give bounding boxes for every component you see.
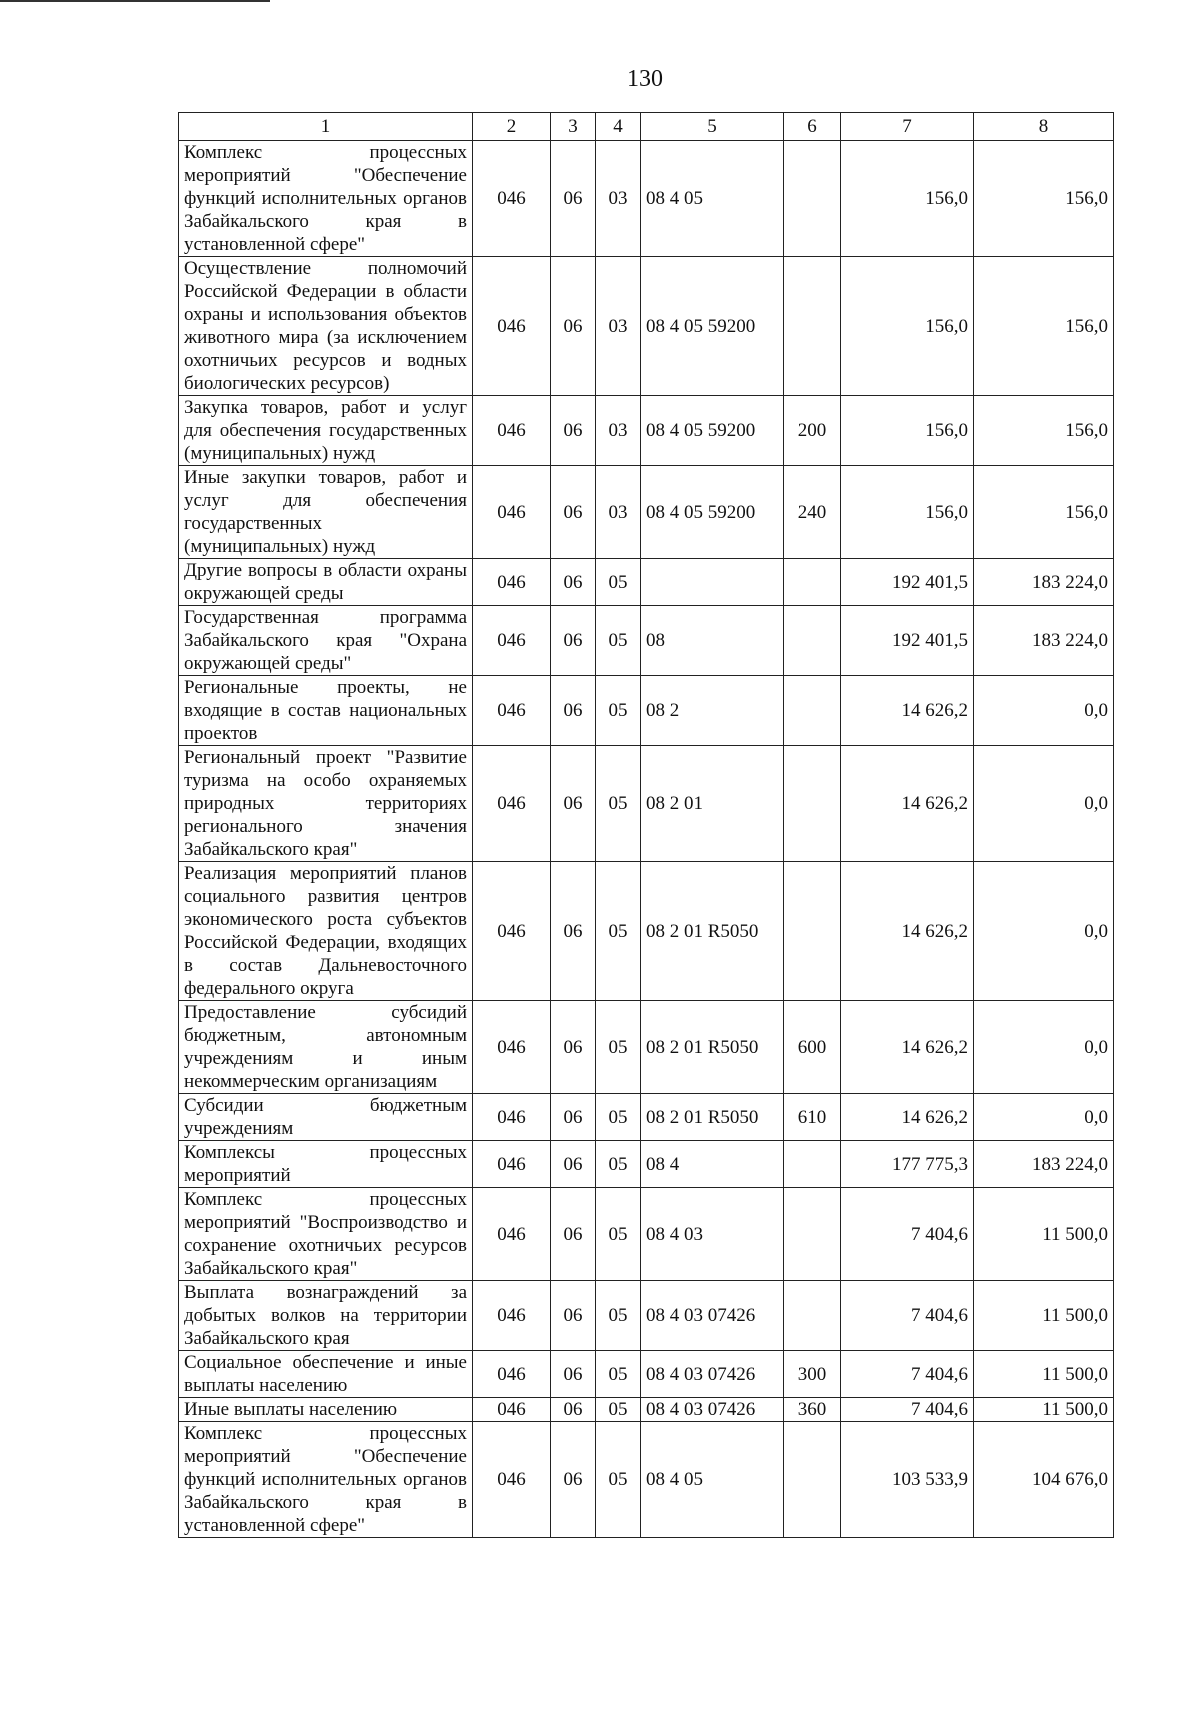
col-2-cell: 046 bbox=[473, 1281, 551, 1351]
row-name: Предоставление субсидий бюджетным, автономным учреждениям и иным некоммерческим организациям bbox=[179, 1001, 473, 1094]
col-6-cell: 200 bbox=[784, 396, 841, 466]
col-2-cell: 046 bbox=[473, 1188, 551, 1281]
col-4-cell: 05 bbox=[596, 559, 641, 606]
col-7-cell: 177 775,3 bbox=[841, 1141, 974, 1188]
col-4-cell: 05 bbox=[596, 1281, 641, 1351]
header-row bbox=[179, 113, 1114, 141]
col-4-cell: 05 bbox=[596, 676, 641, 746]
col-8-cell: 183 224,0 bbox=[974, 606, 1114, 676]
table-row bbox=[179, 746, 1114, 862]
col-7-cell: 156,0 bbox=[841, 466, 974, 559]
col-4-cell: 05 bbox=[596, 1422, 641, 1538]
header-cell-2: 2 bbox=[473, 113, 551, 141]
col-7-cell: 103 533,9 bbox=[841, 1422, 974, 1538]
col-7-cell: 14 626,2 bbox=[841, 1001, 974, 1094]
col-7-cell: 156,0 bbox=[841, 141, 974, 257]
col-7-cell: 14 626,2 bbox=[841, 862, 974, 1001]
col-3-cell: 06 bbox=[551, 559, 596, 606]
col-7-cell: 14 626,2 bbox=[841, 1094, 974, 1141]
col-6-cell bbox=[784, 606, 841, 676]
scan-edge-line bbox=[0, 0, 270, 2]
col-4-cell: 05 bbox=[596, 1188, 641, 1281]
col-8-cell: 11 500,0 bbox=[974, 1351, 1114, 1398]
col-5-cell: 08 2 01 R5050 bbox=[641, 862, 784, 1001]
table-row bbox=[179, 1188, 1114, 1281]
col-4-cell: 05 bbox=[596, 1001, 641, 1094]
col-3-cell: 06 bbox=[551, 1001, 596, 1094]
header-cell-1: 1 bbox=[179, 113, 473, 141]
col-3-cell: 06 bbox=[551, 1188, 596, 1281]
col-8-cell: 156,0 bbox=[974, 141, 1114, 257]
col-7-cell: 192 401,5 bbox=[841, 606, 974, 676]
col-5-cell: 08 4 bbox=[641, 1141, 784, 1188]
col-8-cell: 183 224,0 bbox=[974, 1141, 1114, 1188]
col-2-cell: 046 bbox=[473, 559, 551, 606]
row-name: Иные закупки товаров, работ и услуг для обеспечения государственных (муниципальных) нужд bbox=[179, 466, 473, 559]
col-8-cell: 156,0 bbox=[974, 257, 1114, 396]
col-7-cell: 7 404,6 bbox=[841, 1281, 974, 1351]
col-8-cell: 183 224,0 bbox=[974, 559, 1114, 606]
col-5-cell: 08 2 01 bbox=[641, 746, 784, 862]
table-row bbox=[179, 1422, 1114, 1538]
col-2-cell: 046 bbox=[473, 746, 551, 862]
header-cell-8: 8 bbox=[974, 113, 1114, 141]
col-7-cell: 7 404,6 bbox=[841, 1188, 974, 1281]
table-row bbox=[179, 676, 1114, 746]
col-4-cell: 03 bbox=[596, 257, 641, 396]
row-name: Комплекс процессных мероприятий "Обеспечение функций исполнительных органов Забайкальского края в установленной сфере" bbox=[179, 141, 473, 257]
col-4-cell: 03 bbox=[596, 141, 641, 257]
col-6-cell: 240 bbox=[784, 466, 841, 559]
col-3-cell: 06 bbox=[551, 466, 596, 559]
col-5-cell: 08 4 05 59200 bbox=[641, 257, 784, 396]
page-number: 130 bbox=[627, 66, 663, 92]
col-2-cell: 046 bbox=[473, 396, 551, 466]
col-3-cell: 06 bbox=[551, 257, 596, 396]
col-3-cell: 06 bbox=[551, 396, 596, 466]
col-6-cell: 610 bbox=[784, 1094, 841, 1141]
col-2-cell: 046 bbox=[473, 1001, 551, 1094]
row-name: Государственная программа Забайкальского края "Охрана окружающей среды" bbox=[179, 606, 473, 676]
col-2-cell: 046 bbox=[473, 1141, 551, 1188]
table-row bbox=[179, 141, 1114, 257]
header-cell-3: 3 bbox=[551, 113, 596, 141]
col-3-cell: 06 bbox=[551, 1281, 596, 1351]
table-row bbox=[179, 1351, 1114, 1398]
table-row bbox=[179, 1398, 1114, 1422]
row-name: Другие вопросы в области охраны окружающей среды bbox=[179, 559, 473, 606]
col-2-cell: 046 bbox=[473, 862, 551, 1001]
col-2-cell: 046 bbox=[473, 606, 551, 676]
col-4-cell: 03 bbox=[596, 466, 641, 559]
table-row bbox=[179, 257, 1114, 396]
col-7-cell: 7 404,6 bbox=[841, 1398, 974, 1422]
row-name: Комплексы процессных мероприятий bbox=[179, 1141, 473, 1188]
col-8-cell: 156,0 bbox=[974, 396, 1114, 466]
col-4-cell: 05 bbox=[596, 1351, 641, 1398]
col-3-cell: 06 bbox=[551, 676, 596, 746]
header-cell-5: 5 bbox=[641, 113, 784, 141]
table-row bbox=[179, 466, 1114, 559]
row-name: Комплекс процессных мероприятий "Обеспечение функций исполнительных органов Забайкальского края в установленной сфере" bbox=[179, 1422, 473, 1538]
col-3-cell: 06 bbox=[551, 1141, 596, 1188]
col-5-cell: 08 4 05 bbox=[641, 141, 784, 257]
col-6-cell bbox=[784, 676, 841, 746]
table-row bbox=[179, 559, 1114, 606]
col-8-cell: 0,0 bbox=[974, 676, 1114, 746]
col-5-cell: 08 2 01 R5050 bbox=[641, 1001, 784, 1094]
header-cell-4: 4 bbox=[596, 113, 641, 141]
col-2-cell: 046 bbox=[473, 676, 551, 746]
row-name: Субсидии бюджетным учреждениям bbox=[179, 1094, 473, 1141]
table-row bbox=[179, 396, 1114, 466]
row-name: Закупка товаров, работ и услуг для обеспечения государственных (муниципальных) нужд bbox=[179, 396, 473, 466]
col-5-cell: 08 4 03 07426 bbox=[641, 1351, 784, 1398]
table-row bbox=[179, 1001, 1114, 1094]
col-8-cell: 0,0 bbox=[974, 862, 1114, 1001]
col-5-cell: 08 4 05 59200 bbox=[641, 396, 784, 466]
col-5-cell: 08 2 bbox=[641, 676, 784, 746]
col-6-cell bbox=[784, 862, 841, 1001]
table-row bbox=[179, 606, 1114, 676]
col-5-cell bbox=[641, 559, 784, 606]
col-3-cell: 06 bbox=[551, 1398, 596, 1422]
col-4-cell: 05 bbox=[596, 862, 641, 1001]
table-row bbox=[179, 862, 1114, 1001]
col-4-cell: 05 bbox=[596, 1398, 641, 1422]
col-6-cell: 360 bbox=[784, 1398, 841, 1422]
table-row bbox=[179, 1281, 1114, 1351]
col-5-cell: 08 4 03 07426 bbox=[641, 1281, 784, 1351]
col-7-cell: 192 401,5 bbox=[841, 559, 974, 606]
col-8-cell: 0,0 bbox=[974, 1001, 1114, 1094]
header-cell-7: 7 bbox=[841, 113, 974, 141]
col-6-cell bbox=[784, 1188, 841, 1281]
col-3-cell: 06 bbox=[551, 1351, 596, 1398]
row-name: Социальное обеспечение и иные выплаты населению bbox=[179, 1351, 473, 1398]
col-8-cell: 11 500,0 bbox=[974, 1281, 1114, 1351]
row-name: Региональные проекты, не входящие в состав национальных проектов bbox=[179, 676, 473, 746]
col-6-cell: 600 bbox=[784, 1001, 841, 1094]
col-8-cell: 0,0 bbox=[974, 746, 1114, 862]
col-5-cell: 08 2 01 R5050 bbox=[641, 1094, 784, 1141]
col-6-cell bbox=[784, 1141, 841, 1188]
col-6-cell bbox=[784, 746, 841, 862]
row-name: Региональный проект "Развитие туризма на особо охраняемых природных территориях регионального значения Забайкальского края" bbox=[179, 746, 473, 862]
col-3-cell: 06 bbox=[551, 862, 596, 1001]
col-4-cell: 03 bbox=[596, 396, 641, 466]
col-5-cell: 08 4 05 59200 bbox=[641, 466, 784, 559]
col-2-cell: 046 bbox=[473, 141, 551, 257]
col-8-cell: 11 500,0 bbox=[974, 1188, 1114, 1281]
table-row bbox=[179, 1141, 1114, 1188]
col-6-cell bbox=[784, 257, 841, 396]
col-3-cell: 06 bbox=[551, 1422, 596, 1538]
col-2-cell: 046 bbox=[473, 1094, 551, 1141]
col-4-cell: 05 bbox=[596, 606, 641, 676]
col-2-cell: 046 bbox=[473, 1398, 551, 1422]
col-3-cell: 06 bbox=[551, 606, 596, 676]
col-6-cell bbox=[784, 1422, 841, 1538]
col-4-cell: 05 bbox=[596, 1141, 641, 1188]
header-cell-6: 6 bbox=[784, 113, 841, 141]
col-2-cell: 046 bbox=[473, 257, 551, 396]
row-name: Осуществление полномочий Российской Федерации в области охраны и использования объектов животного мира (за исключением охотничьих ресурсов и водных биологических ресурсов) bbox=[179, 257, 473, 396]
col-3-cell: 06 bbox=[551, 746, 596, 862]
col-6-cell bbox=[784, 1281, 841, 1351]
col-8-cell: 11 500,0 bbox=[974, 1398, 1114, 1422]
row-name: Комплекс процессных мероприятий "Воспроизводство и сохранение охотничьих ресурсов Забайкальского края" bbox=[179, 1188, 473, 1281]
col-8-cell: 104 676,0 bbox=[974, 1422, 1114, 1538]
col-5-cell: 08 4 03 07426 bbox=[641, 1398, 784, 1422]
col-3-cell: 06 bbox=[551, 141, 596, 257]
col-2-cell: 046 bbox=[473, 466, 551, 559]
col-7-cell: 156,0 bbox=[841, 396, 974, 466]
col-7-cell: 7 404,6 bbox=[841, 1351, 974, 1398]
col-2-cell: 046 bbox=[473, 1351, 551, 1398]
col-7-cell: 14 626,2 bbox=[841, 676, 974, 746]
col-8-cell: 0,0 bbox=[974, 1094, 1114, 1141]
col-2-cell: 046 bbox=[473, 1422, 551, 1538]
col-8-cell: 156,0 bbox=[974, 466, 1114, 559]
col-6-cell: 300 bbox=[784, 1351, 841, 1398]
col-6-cell bbox=[784, 559, 841, 606]
col-3-cell: 06 bbox=[551, 1094, 596, 1141]
col-4-cell: 05 bbox=[596, 746, 641, 862]
table-row bbox=[179, 1094, 1114, 1141]
row-name: Реализация мероприятий планов социального развития центров экономического роста субъектов Российской Федерации, входящих в состав Дальневосточного федерального округа bbox=[179, 862, 473, 1001]
col-7-cell: 156,0 bbox=[841, 257, 974, 396]
col-5-cell: 08 bbox=[641, 606, 784, 676]
budget-table bbox=[178, 112, 1114, 1538]
col-6-cell bbox=[784, 141, 841, 257]
col-5-cell: 08 4 03 bbox=[641, 1188, 784, 1281]
row-name: Иные выплаты населению bbox=[179, 1398, 473, 1422]
col-7-cell: 14 626,2 bbox=[841, 746, 974, 862]
col-5-cell: 08 4 05 bbox=[641, 1422, 784, 1538]
row-name: Выплата вознаграждений за добытых волков на территории Забайкальского края bbox=[179, 1281, 473, 1351]
col-4-cell: 05 bbox=[596, 1094, 641, 1141]
